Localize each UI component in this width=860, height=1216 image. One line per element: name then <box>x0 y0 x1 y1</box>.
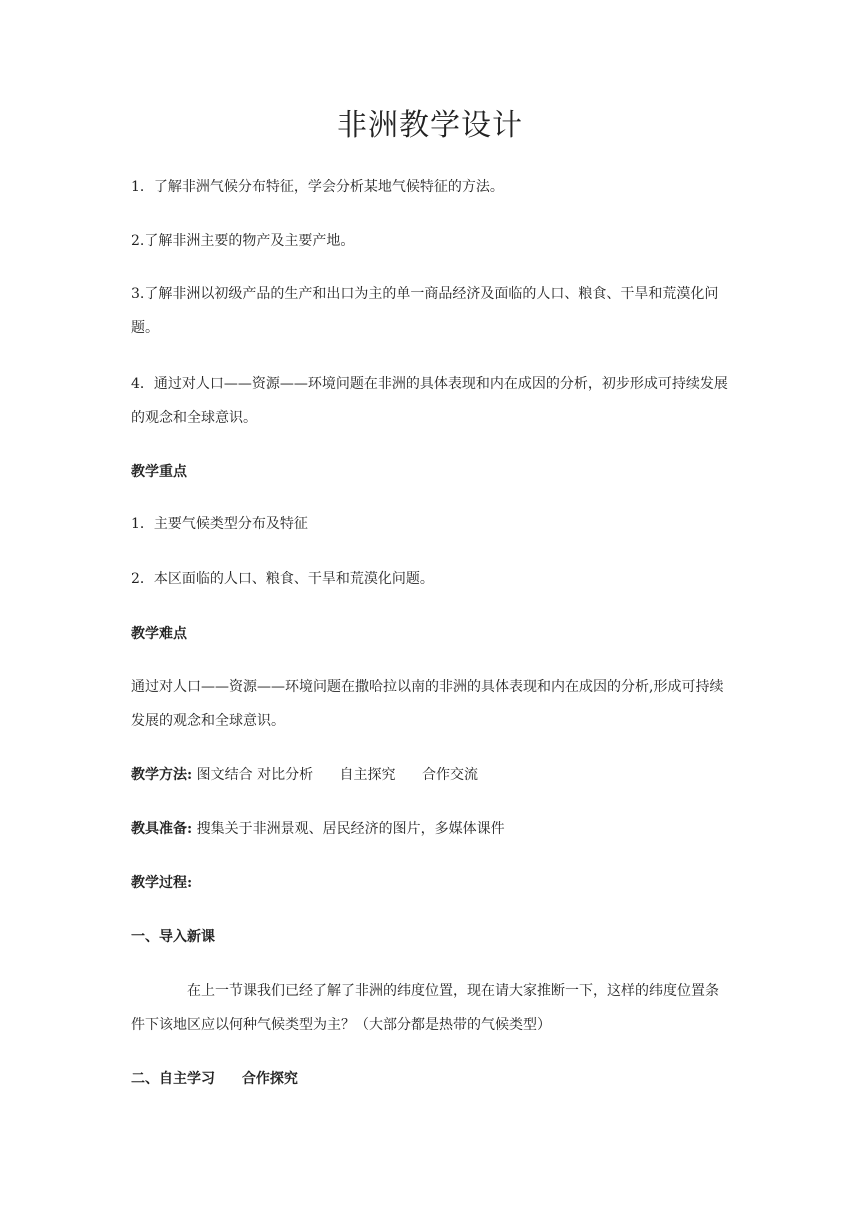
key-point-2: 2．本区面临的人口、粮食、干旱和荒漠化问题。 <box>131 571 434 587</box>
section-2-heading <box>131 1062 731 1096</box>
methods-line <box>131 758 731 792</box>
goal-4: 4．通过对人口——资源——环境问题在非洲的具体表现和内在成因的分析，初步形成可持续发展的观念和全球意识。 <box>131 376 728 426</box>
section-1-text: 在上一节课我们已经了解了非洲的纬度位置，现在请大家推断一下，这样的纬度位置条件下该地区应以何种气候类型为主？（大部分都是热带的气候类型） <box>131 983 719 1033</box>
section-2-heading-b: 合作探究 <box>241 1071 298 1087</box>
difficulty-heading: 教学难点 <box>131 626 187 642</box>
tools-label: 教具准备: <box>131 821 193 837</box>
section-1-heading: 一、导入新课 <box>131 929 215 945</box>
method-3: 自主探究 <box>339 767 396 783</box>
key-point-1: 1．主要气候类型分布及特征 <box>131 516 308 532</box>
methods-label: 教学方法: <box>131 767 193 783</box>
difficulty-text: 通过对人口——资源——环境问题在撒哈拉以南的非洲的具体表现和内在成因的分析,形成可持续发展的观念和全球意识。 <box>131 679 724 729</box>
goal-2: 2.了解非洲主要的物产及主要产地。 <box>131 233 355 249</box>
method-2: 对比分析 <box>257 767 314 783</box>
goal-3: 3.了解非洲以初级产品的生产和出口为主的单一商品经济及面临的人口、粮食、干旱和荒漠化问题。 <box>131 286 719 336</box>
method-1: 图文结合 <box>196 767 253 783</box>
tools-text: 搜集关于非洲景观、居民经济的图片，多媒体课件 <box>196 821 505 837</box>
process-label: 教学过程: <box>131 875 193 891</box>
document-title: 非洲教学设计 <box>337 108 523 143</box>
tools-line <box>131 812 731 846</box>
goal-1: 1．了解非洲气候分布特征，学会分析某地气候特征的方法。 <box>131 179 504 195</box>
key-points-heading: 教学重点 <box>131 464 187 480</box>
method-4: 合作交流 <box>421 767 478 783</box>
section-2-heading-a: 二、自主学习 <box>131 1071 215 1087</box>
